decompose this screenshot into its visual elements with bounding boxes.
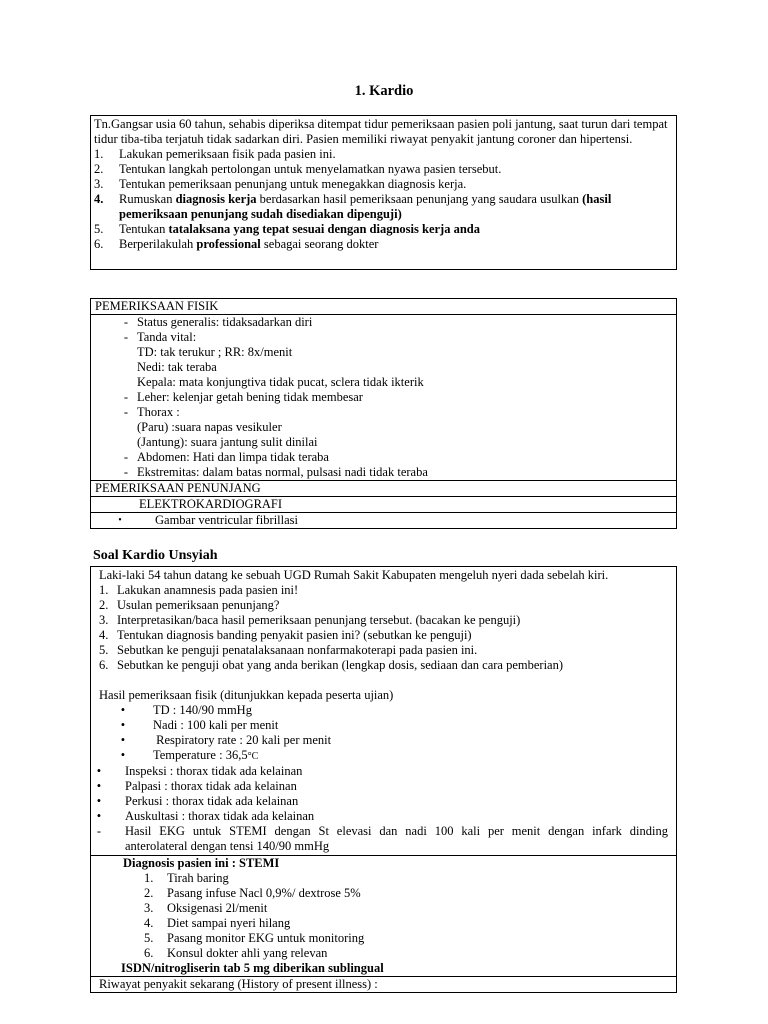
exam-table xyxy=(90,298,677,529)
case2-item: 1. Lakukan anamnesis pada pasien ini! xyxy=(99,583,299,597)
case1-item: 5. Tentukan tatalaksana yang tepat sesuai dengan diagnosis kerja anda xyxy=(94,222,480,236)
treatment-item: 3. Oksigenasi 2l/menit xyxy=(144,901,268,915)
exam-line: - Leher: kelenjar getah bening tidak membesar xyxy=(123,390,363,404)
history-cell: Riwayat penyakit sekarang (History of present illness) : xyxy=(99,977,378,991)
case1-intro: Tn.Gangsar usia 60 tahun, sehabis diperiksa ditempat tidur pemeriksaan pasien poli jantung, saat turun dari tempat tidur tiba-tiba terjatuh tidak sadarkan diri. Pasien memiliki riwayat penyakit jantung coroner dan hipertensi. xyxy=(94,117,668,146)
section-heading: Soal Kardio Unsyiah xyxy=(93,548,218,563)
case1-item: 4. Rumuskan diagnosis kerja berdasarkan hasil pemeriksaan penunjang yang saudara usulkan (hasil pemeriksaan penunjang sudah disediakan dipenguji) xyxy=(94,192,612,221)
exam-findings xyxy=(91,315,676,481)
case2-item: 4. Tentukan diagnosis banding penyakit pasien ini? (sebutkan ke penguji) xyxy=(99,628,472,642)
exam-line: - Status generalis: tidaksadarkan diri xyxy=(123,315,313,329)
ekg-result: Gambar ventricular fibrillasi xyxy=(155,513,298,527)
bullet-icon: • xyxy=(96,779,102,793)
ekg-header: ELEKTROKARDIOGRAFI xyxy=(91,497,676,513)
penunjang-header: PEMERIKSAAN PENUNJANG xyxy=(91,481,676,497)
case2-item: 2. Usulan pemeriksaan penunjang? xyxy=(99,598,280,612)
bullet-icon: • xyxy=(96,794,102,808)
case1-item: 1. Lakukan pemeriksaan fisik pada pasien ini. xyxy=(94,147,336,161)
exam-line: TD: tak terukur ; RR: 8x/menit xyxy=(137,345,293,359)
bullet-icon: • xyxy=(96,764,102,778)
bullet-icon: • xyxy=(120,733,126,747)
bullet-icon: • xyxy=(120,748,126,762)
case1-item: 2. Tentukan langkah pertolongan untuk menyelamatkan nyawa pasien tersebut. xyxy=(94,162,502,176)
exam-title: Hasil pemeriksaan fisik (ditunjukkan kepada peserta ujian) xyxy=(99,688,394,702)
exam-header: PEMERIKSAAN FISIK xyxy=(91,299,676,315)
treatment-item: 6. Konsul dokter ahli yang relevan xyxy=(144,946,328,960)
finding-item: • Perkusi : thorax tidak ada kelainan xyxy=(91,794,668,809)
exam-line: - Thorax : xyxy=(123,405,180,419)
finding-item: • Inspeksi : thorax tidak ada kelainan xyxy=(91,764,668,779)
exam-line: (Paru) :suara napas vesikuler xyxy=(137,420,282,434)
case1-box xyxy=(90,115,677,270)
ekg-finding-cont: anterolateral dengan tensi 140/90 mmHg xyxy=(125,839,330,853)
finding-item: • Auskultasi : thorax tidak ada kelainan xyxy=(91,809,668,824)
bullet-icon: • xyxy=(96,809,102,823)
treatment-item: 5. Pasang monitor EKG untuk monitoring xyxy=(144,931,365,945)
exam-line: Nedi: tak teraba xyxy=(137,360,217,374)
exam-line: - Abdomen: Hati dan limpa tidak teraba xyxy=(123,450,329,464)
exam-line: - Ekstremitas: dalam batas normal, pulsasi nadi tidak teraba xyxy=(123,465,428,479)
vital-item: • Nadi : 100 kali per menit xyxy=(99,718,668,733)
bullet-icon: • xyxy=(120,703,126,717)
case1-item: 6. Berperilakulah professional sebagai seorang dokter xyxy=(94,237,379,251)
case2-item: 6. Sebutkan ke penguji obat yang anda berikan (lengkap dosis, sediaan dan cara pemberian) xyxy=(99,658,564,672)
case2-intro: Laki-laki 54 tahun datang ke sebuah UGD Rumah Sakit Kabupaten mengeluh nyeri dada sebelah kiri. xyxy=(99,568,609,582)
exam-line: Kepala: mata konjungtiva tidak pucat, sclera tidak ikterik xyxy=(137,375,424,389)
case2-table xyxy=(90,566,677,993)
finding-item: • Palpasi : thorax tidak ada kelainan xyxy=(91,779,668,794)
ekg-finding: - Hasil EKG untuk STEMI dengan St elevasi dan nadi 100 kali per menit dengan infark dinding xyxy=(96,824,668,838)
case1-item: 3. Tentukan pemeriksaan penunjang untuk menegakkan diagnosis kerja. xyxy=(94,177,467,191)
isdn-line: ISDN/nitrogliserin tab 5 mg diberikan sublingual xyxy=(121,961,384,975)
diagnosis-cell xyxy=(91,856,676,977)
case2-item: 3. Interpretasikan/baca hasil pemeriksaan penunjang tersebut. (bacakan ke penguji) xyxy=(99,613,521,627)
bullet-icon: • xyxy=(118,515,122,526)
treatment-item: 4. Diet sampai nyeri hilang xyxy=(144,916,291,930)
page-title: 1. Kardio xyxy=(354,83,414,99)
treatment-item: 2. Pasang infuse Nacl 0,9%/ dextrose 5% xyxy=(144,886,361,900)
ekg-result-row xyxy=(91,513,676,528)
vital-item: • Temperature : 36,5°C xyxy=(99,748,668,764)
bullet-icon: • xyxy=(120,718,126,732)
vital-item: • Respiratory rate : 20 kali per menit xyxy=(99,733,668,748)
vital-item: • TD : 140/90 mmHg xyxy=(99,703,668,718)
treatment-item: 1. Tirah baring xyxy=(144,871,229,885)
exam-line: (Jantung): suara jantung sulit dinilai xyxy=(137,435,318,449)
exam-line: - Tanda vital: xyxy=(123,330,197,344)
case2-main xyxy=(91,567,676,856)
case2-item: 5. Sebutkan ke penguji penatalaksanaan nonfarmakoterapi pada pasien ini. xyxy=(99,643,478,657)
diagnosis-title: Diagnosis pasien ini : STEMI xyxy=(123,856,280,870)
